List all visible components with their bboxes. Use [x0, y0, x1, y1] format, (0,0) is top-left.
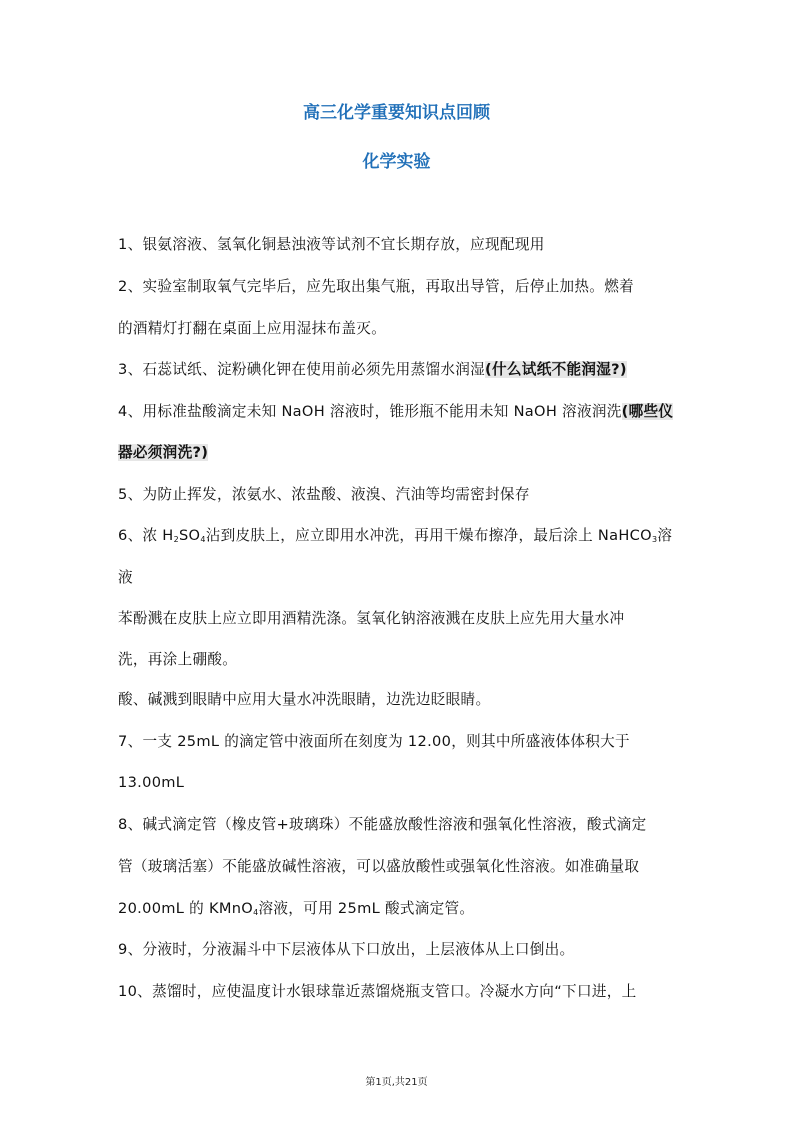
- text-line: 2、实验室制取氧气完毕后，应先取出集气瓶，再取出导管，后停止加热。燃着: [118, 278, 634, 295]
- text: 4、用标准盐酸滴定未知 NaOH 溶液时，锥形瓶不能用未知 NaOH 溶液润洗: [118, 403, 622, 420]
- text-line: 苯酚溅在皮肤上应立即用酒精洗涤。氢氧化钠溶液溅在皮肤上应先用大量水冲: [118, 610, 625, 627]
- text-line: [118, 526, 672, 550]
- text-line: 9、分液时，分液漏斗中下层液体从下口放出，上层液体从上口倒出。: [118, 941, 575, 958]
- section-title: 化学实验: [362, 152, 431, 172]
- text: 3、石蕊试纸、淀粉碘化钾在使用前必须先用蒸馏水润湿: [118, 361, 486, 378]
- highlighted-question: (哪些仪: [621, 403, 674, 420]
- text-line: 7、一支 25mL 的滴定管中液面所在刻度为 12.00，则其中所盛液体体积大于: [118, 733, 630, 750]
- text: SO: [178, 527, 201, 544]
- text-line: 5、为防止挥发，浓氨水、浓盐酸、液溴、汽油等均需密封保存: [118, 486, 530, 503]
- subscript: 2: [173, 535, 179, 544]
- highlighted-question: 器必须润洗?): [118, 444, 209, 461]
- text-line: 的酒精灯打翻在桌面上应用湿抹布盖灭。: [118, 320, 387, 337]
- subscript: 4: [200, 535, 206, 544]
- subscript: 3: [651, 535, 658, 544]
- subscript: 4: [253, 908, 259, 917]
- text-line: [118, 402, 673, 422]
- text: 20.00mL 的 KMnO: [118, 900, 254, 917]
- text: 6、浓 H: [118, 527, 174, 544]
- text-line: [118, 899, 474, 923]
- page-number: 第1页,共21页: [365, 1077, 428, 1088]
- text-line: 管（玻璃活塞）不能盛放碱性溶液，可以盛放酸性或强氧化性溶液。如准确量取: [118, 858, 640, 875]
- text-line: [118, 360, 627, 380]
- text: 沾到皮肤上，应立即用水冲洗，再用干燥布擦净，最后涂上 NaHCO: [205, 527, 652, 544]
- text-line: 10、蒸馏时，应使温度计水银球靠近蒸馏烧瓶支管口。冷凝水方向“下口进，上: [118, 983, 637, 1000]
- text-line: 13.00mL: [118, 774, 185, 791]
- text-line: 1、银氨溶液、氢氧化铜悬浊液等试剂不宜长期存放，应现配现用: [118, 236, 545, 253]
- highlighted-question: (什么试纸不能润湿?): [485, 361, 627, 378]
- text-line: 液: [118, 569, 133, 586]
- text-line: 洗，再涂上硼酸。: [118, 651, 238, 668]
- document-title: 高三化学重要知识点回顾: [303, 103, 490, 123]
- text-line: [118, 443, 208, 463]
- text: 溶: [657, 527, 673, 544]
- text-line: 8、碱式滴定管（橡皮管+玻璃珠）不能盛放酸性溶液和强氧化性溶液，酸式滴定: [118, 816, 647, 833]
- text-line: 酸、碱溅到眼睛中应用大量水冲洗眼睛，边洗边眨眼睛。: [118, 691, 491, 708]
- text: 溶液，可用 25mL 酸式滴定管。: [258, 900, 475, 917]
